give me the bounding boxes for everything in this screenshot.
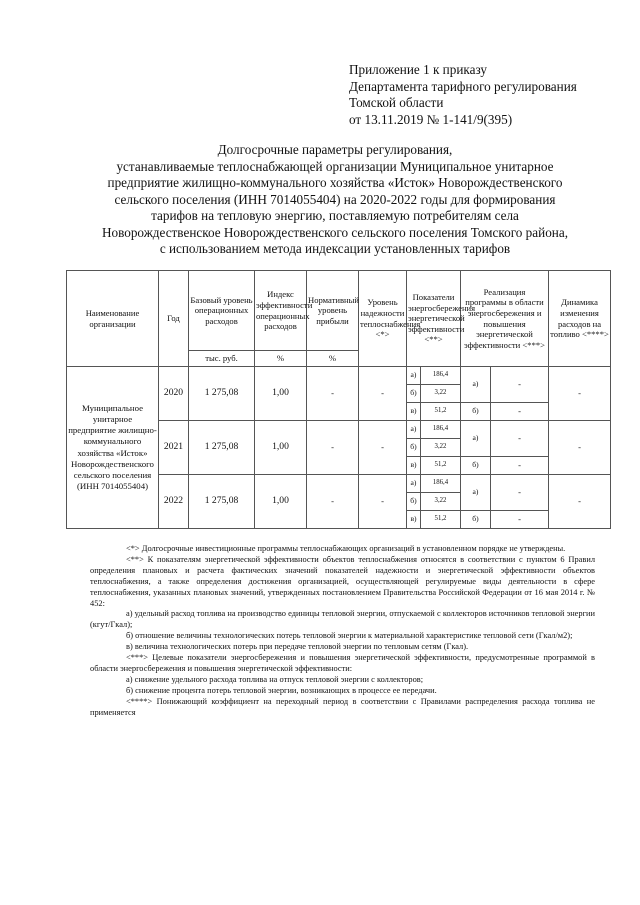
indicator-letter: а)	[407, 367, 421, 385]
year-cell: 2022	[159, 475, 189, 529]
indicator-value: 3,22	[421, 493, 461, 511]
footnote: а) удельный расход топлива на производство единицы тепловой энергии, отпускаемой с коллекторов источников тепловой энергии (кгут/Гкал);	[90, 609, 595, 630]
index-cell: 1,00	[255, 421, 307, 475]
footnote: б) снижение процента потерь тепловой энергии, возникающих в процессе ее передачи.	[126, 685, 437, 695]
program-letter: а)	[461, 475, 491, 511]
indicator-value: 3,22	[421, 439, 461, 457]
footnote: в) величина технологических потерь при передаче тепловой энергии по тепловым сетям (Гкал).	[126, 642, 469, 652]
table-row	[67, 367, 611, 385]
title-line: сельского поселения (ИНН 7014055404) на 2020-2022 годы для формирования	[114, 191, 556, 207]
col-header-reliability: Уровень надежности теплоснабжения <*>	[359, 271, 407, 367]
footnotes	[90, 544, 595, 719]
footnote: <****> Понижающий коэффициент на переходный период в соответствии с Правилами распределения расхода топлива не применяется	[90, 696, 595, 717]
indicator-value: 186,4	[421, 421, 461, 439]
parameters-table	[66, 270, 611, 529]
reliability-cell: -	[359, 367, 407, 421]
indicator-letter: в)	[407, 511, 421, 529]
program-value: -	[491, 367, 549, 403]
year-cell: 2021	[159, 421, 189, 475]
document-title	[58, 142, 612, 258]
indicator-letter: б)	[407, 385, 421, 403]
profit-cell: -	[307, 475, 359, 529]
program-value: -	[491, 475, 549, 511]
program-value: -	[491, 403, 549, 421]
dynamics-cell: -	[549, 421, 611, 475]
year-cell: 2020	[159, 367, 189, 421]
title-line: предприятие жилищно-коммунального хозяйства «Исток» Новорождественского	[107, 175, 563, 190]
profit-cell: -	[307, 421, 359, 475]
indicator-value: 186,4	[421, 367, 461, 385]
indicator-value: 51,2	[421, 403, 461, 421]
indicator-letter: а)	[407, 475, 421, 493]
profit-cell: -	[307, 367, 359, 421]
program-letter: а)	[461, 367, 491, 403]
unit-index: %	[255, 351, 307, 367]
indicator-value: 3,22	[421, 385, 461, 403]
program-value: -	[491, 421, 549, 457]
base-cost-cell: 1 275,08	[189, 367, 255, 421]
col-header-index: Индекс эффективности операционных расходов	[255, 271, 307, 351]
indicator-value: 51,2	[421, 457, 461, 475]
col-header-base: Базовый уровень операционных расходов	[189, 271, 255, 351]
program-value: -	[491, 511, 549, 529]
indicator-letter: б)	[407, 439, 421, 457]
header-line: Томской области	[349, 95, 444, 110]
footnote: <**> К показателям энергетической эффективности объектов теплоснабжения относятся в соответствии с пунктом 6 Правил определения плановых и расчета фактических значений показателей надежности и энергетической эффективности объектов теплоснабжения, а также определения достижения организацией, осуществляющей регулируемые виды деятельности в сфере теплоснабжения, указанных плановых значений, утвержденных постановлением Правительства Российской Федерации от 16 мая 2014 г. № 452:	[90, 554, 595, 608]
dynamics-cell: -	[549, 475, 611, 529]
col-header-profit: Нормативный уровень прибыли	[307, 271, 359, 351]
organization-name: Муниципальное унитарное предприятие жилищно-коммунального хозяйства «Исток» Новорождественского сельского поселения (ИНН 7014055404)	[67, 367, 159, 529]
indicator-letter: б)	[407, 493, 421, 511]
program-letter: б)	[461, 511, 491, 529]
reliability-cell: -	[359, 475, 407, 529]
index-cell: 1,00	[255, 475, 307, 529]
appendix-header	[349, 62, 577, 128]
dynamics-cell: -	[549, 367, 611, 421]
footnote: <***> Целевые показатели энергосбережения и повышения энергетической эффективности, предусмотренные программой в области энергосбережения и повышения энергетической эффективности:	[90, 653, 595, 673]
header-line: Департамента тарифного регулирования	[349, 78, 577, 94]
footnote: <*> Долгосрочные инвестиционные программы теплоснабжающих организаций в установленном порядке не утверждены.	[126, 544, 566, 553]
footnote: а) снижение удельного расхода топлива на отпуск тепловой энергии с коллекторов;	[126, 674, 424, 684]
header-line: от 13.11.2019 № 1-141/9(395)	[349, 111, 513, 127]
program-letter: б)	[461, 403, 491, 421]
col-header-org: Наименование организации	[67, 271, 159, 367]
header-line: Приложение 1 к приказу	[349, 62, 487, 77]
reliability-cell: -	[359, 421, 407, 475]
col-header-dynamics: Динамика изменения расходов на топливо <****>	[549, 271, 611, 367]
base-cost-cell: 1 275,08	[189, 421, 255, 475]
col-header-year: Год	[159, 271, 189, 367]
title-line: с использованием метода индексации установленных тарифов	[159, 241, 511, 256]
unit-profit: %	[307, 351, 359, 367]
title-line: тарифов на тепловую энергию, поставляемую потребителям села	[151, 208, 519, 223]
base-cost-cell: 1 275,08	[189, 475, 255, 529]
index-cell: 1,00	[255, 367, 307, 421]
title-line: Новорождественское Новорождественского сельского поселения Томского района,	[101, 224, 568, 240]
indicator-value: 51,2	[421, 511, 461, 529]
col-header-program: Реализация программы в области энергосбережения и повышения энергетической эффективности <***>	[461, 271, 549, 367]
col-header-energy: Показатели энергосбережения энергетической эффективности <**>	[407, 271, 461, 367]
indicator-letter: в)	[407, 457, 421, 475]
indicator-letter: а)	[407, 421, 421, 439]
footnote: б) отношение величины технологических потерь тепловой энергии к материальной характеристике тепловой сети (Гкал/м2);	[126, 631, 573, 641]
program-value: -	[491, 457, 549, 475]
indicator-letter: в)	[407, 403, 421, 421]
program-letter: б)	[461, 457, 491, 475]
program-letter: а)	[461, 421, 491, 457]
table-header-row	[67, 271, 611, 351]
title-line: Долгосрочные параметры регулирования,	[217, 142, 453, 157]
unit-base: тыс. руб.	[189, 351, 255, 367]
title-line: устанавливаемые теплоснабжающей организации Муниципальное унитарное	[116, 158, 554, 174]
indicator-value: 186,4	[421, 475, 461, 493]
